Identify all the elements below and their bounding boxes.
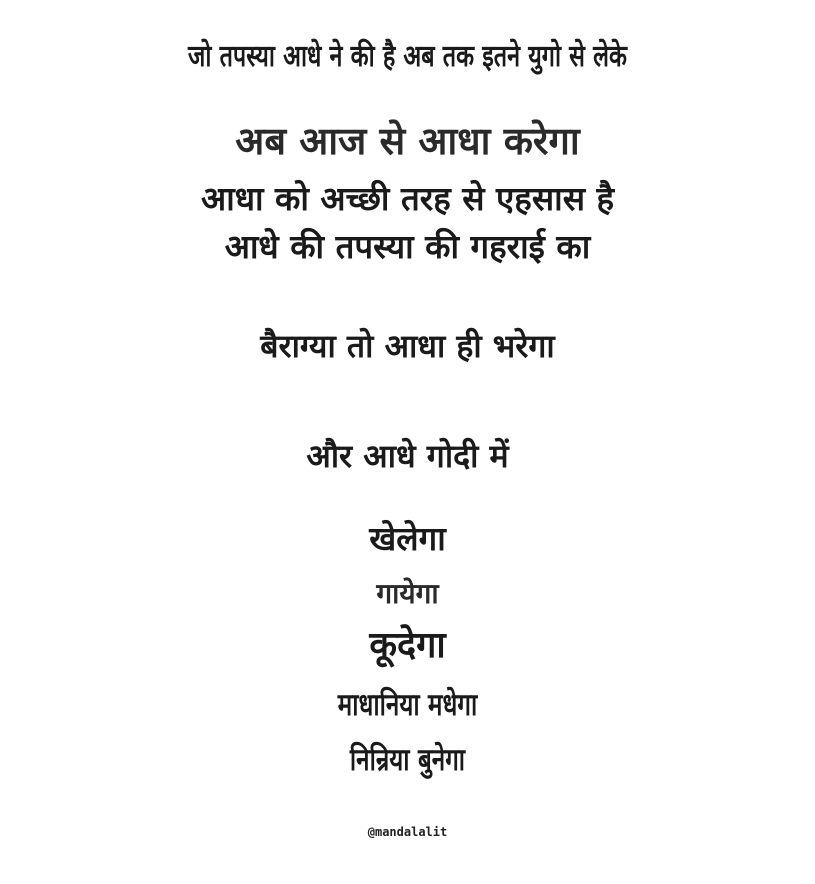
poem-line-6: और आधे गोदी में: [306, 437, 509, 475]
author-credit: @mandalalit: [367, 825, 448, 839]
poem-line-11: निन्रिया बुनेगा: [349, 742, 466, 778]
poem-line-1: जो तपस्या आधे ने की है अब तक इतने युगो से लेके: [188, 39, 627, 74]
poem-line-7: खेलेगा: [369, 519, 446, 558]
poem-line-2: अब आज से आधा करेगा: [235, 119, 580, 163]
poem-line-10: माधानिया मधेगा: [337, 687, 478, 723]
poem-line-9: कूदेगा: [369, 625, 446, 666]
poem-line-8: गायेगा: [376, 577, 439, 610]
poem-line-4: आधे की तपस्या की गहराई का: [224, 227, 591, 266]
poem-line-5: बैराग्या तो आधा ही भरेगा: [260, 327, 555, 365]
poem-line-3: आधा को अच्छी तरह से एहसास है: [200, 179, 615, 218]
